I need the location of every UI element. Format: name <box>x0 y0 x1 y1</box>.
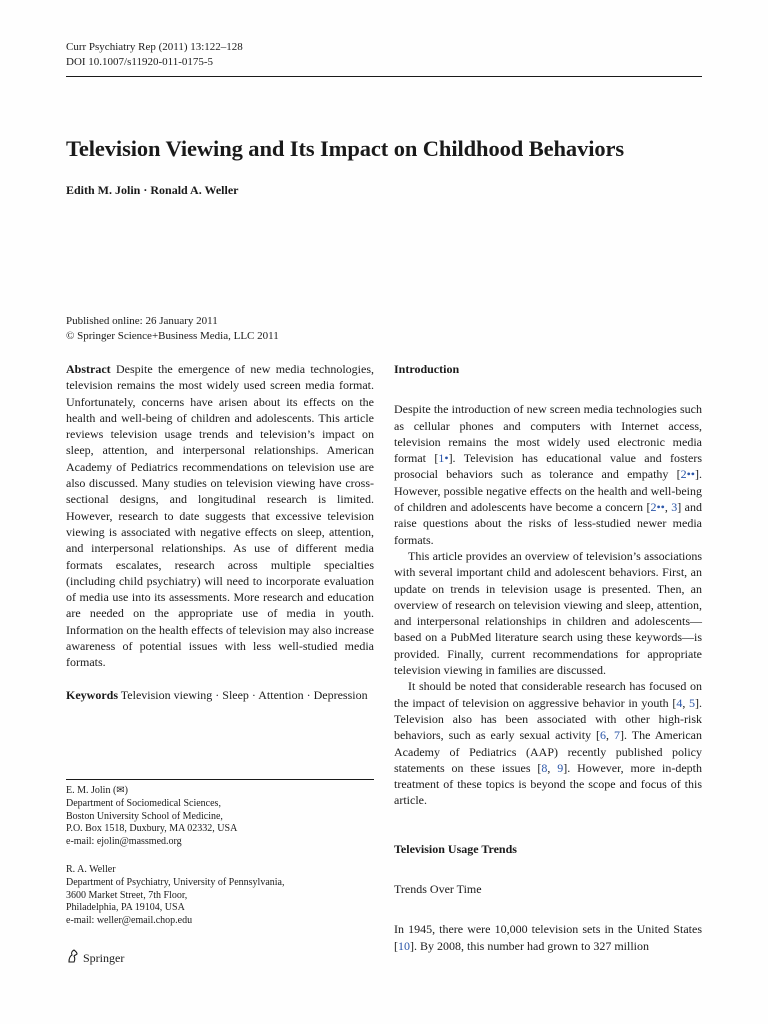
abstract <box>66 361 374 671</box>
citation-link[interactable]: 2•• <box>680 467 695 482</box>
text-run: , <box>664 500 672 515</box>
introduction-heading: Introduction <box>394 362 460 376</box>
text-run: , <box>682 695 690 710</box>
publication-info <box>66 314 279 344</box>
affil-email[interactable]: e-mail: ejolin@massmed.org <box>66 836 182 848</box>
header-rule <box>66 76 702 77</box>
published-date: Published online: 26 January 2011 <box>66 315 218 327</box>
springer-horse-icon <box>66 949 79 967</box>
text-run: , <box>606 728 614 743</box>
affiliation-jolin <box>66 785 374 849</box>
citation-link[interactable]: 3 <box>671 500 678 515</box>
text-run: It should be noted that considerable research has focused on the impact of television on aggressive behavior in youth [ <box>394 679 702 710</box>
text-run: ]. However, more in-depth treatment of these topics is beyond the scope and focus of this article. <box>394 760 702 808</box>
usage-heading: Television Usage Trends <box>394 841 517 856</box>
copyright: © Springer Science+Business Media, LLC 2011 <box>66 330 279 342</box>
text-run: Despite the introduction of new screen media technologies such as cellular phones and computers with Internet access, television remains the most widely used electronic media format [ <box>394 402 702 466</box>
citation-link[interactable]: 8 <box>541 760 548 775</box>
text-run: ]. However, possible negative effects on the health and well-being of children and adolescents have become a concern [ <box>394 467 702 515</box>
citation-link[interactable]: 9 <box>557 760 564 775</box>
text-run: ] and raise questions about the risks of less-studied newer media formats. <box>394 500 702 547</box>
citation-link[interactable]: 10 <box>398 938 410 953</box>
text-run: ]. Television has educational value and fosters prosocial behaviors such as tolerance and empathy [ <box>394 451 703 482</box>
affil-line: Department of Sociomedical Sciences, <box>66 797 221 809</box>
doi: DOI 10.1007/s11920-011-0175-5 <box>66 55 214 68</box>
intro-paragraph-2: This article provides an overview of television’s associations with several important child and adolescent behaviors. First, an update on trends in television usage is presented. Then, an overview of research on television viewing and sleep, attention, and interpersonal relationships in children and adolescents—based on a PubMed literature search using these keywords—is provided. Finally, current recommendations for appropriate television viewing in families are discussed. <box>394 548 702 678</box>
abstract-label: Abstract <box>66 362 111 376</box>
keywords-text: Television viewing · Sleep · Attention · Depression <box>120 687 368 702</box>
abstract-text: Despite the emergence of new media technologies, television remains the most widely used screen media format. Unfortunately, concerns have arisen about its effects on the health and well-being of children and adolescents. This article reviews television usage trends and television’s impact on sleep, attention, and interpersonal relationships. American Academy of Pediatrics recommendations on television use are also discussed. Many studies on television viewing have cross-sectional designs, and longitudinal research is limited. However, research to date suggests that excessive television viewing is associated with negative effects on sleep, attention, and interpersonal relationships. As use of different media formats escalates, research across multiple specialties (including child psychiatry) will need to incorporate evaluation of media use into its assessments. More research and education are needed on the appropriate use of media in youth. Information on the health effects of television may also increase awareness of potential issues with less well-studied media formats. <box>66 362 375 670</box>
journal-header <box>66 40 243 69</box>
affiliation-rule <box>66 779 374 780</box>
affiliation-weller <box>66 864 374 928</box>
intro-paragraph-1 <box>394 401 702 548</box>
left-column <box>66 361 374 703</box>
text-run: ]. By 2008, this number had grown to 327 million <box>410 938 649 953</box>
affil-line: P.O. Box 1518, Duxbury, MA 02332, USA <box>66 823 238 835</box>
citation-link[interactable]: 1• <box>438 451 449 466</box>
text-run: In 1945, there were 10,000 television sets in the United States [ <box>394 922 702 953</box>
affil-line: Boston University School of Medicine, <box>66 810 223 822</box>
article-title: Television Viewing and Its Impact on Childhood Behaviors <box>66 136 625 161</box>
journal-citation: Curr Psychiatry Rep (2011) 13:122–128 <box>66 41 243 53</box>
keywords <box>66 687 374 703</box>
citation-link[interactable]: 4 <box>676 695 683 710</box>
citation-link[interactable]: 7 <box>614 728 620 743</box>
citation-link[interactable]: 5 <box>689 695 696 710</box>
affil-line: Philadelphia, PA 19104, USA <box>66 902 185 914</box>
text-run: , <box>547 760 558 775</box>
affil-email[interactable]: e-mail: weller@email.chop.edu <box>66 915 193 927</box>
authors: Edith M. Jolin · Ronald A. Weller <box>66 183 239 197</box>
text-run: ]. Television also has been associated with other high-risk behaviors, such as early sexual activity [ <box>394 695 703 743</box>
affil-line: R. A. Weller <box>66 864 116 875</box>
usage-subheading: Trends Over Time <box>394 882 482 897</box>
citation-link[interactable]: 2•• <box>650 500 665 515</box>
affil-line: Department of Psychiatry, University of Pennsylvania, <box>66 876 285 888</box>
publisher-footer <box>66 949 124 967</box>
usage-paragraph-1 <box>394 921 702 954</box>
text-run: ]. The American Academy of Pediatrics (AAP) recently published policy statements on these issues [ <box>394 728 702 775</box>
intro-paragraph-3 <box>394 678 702 808</box>
citation-link[interactable]: 6 <box>600 728 607 743</box>
keywords-label: Keywords <box>66 687 118 702</box>
right-column <box>394 361 702 954</box>
affil-line: E. M. Jolin (✉) <box>66 785 128 796</box>
affil-line: 3600 Market Street, 7th Floor, <box>66 889 188 901</box>
publisher-name: Springer <box>83 950 125 965</box>
